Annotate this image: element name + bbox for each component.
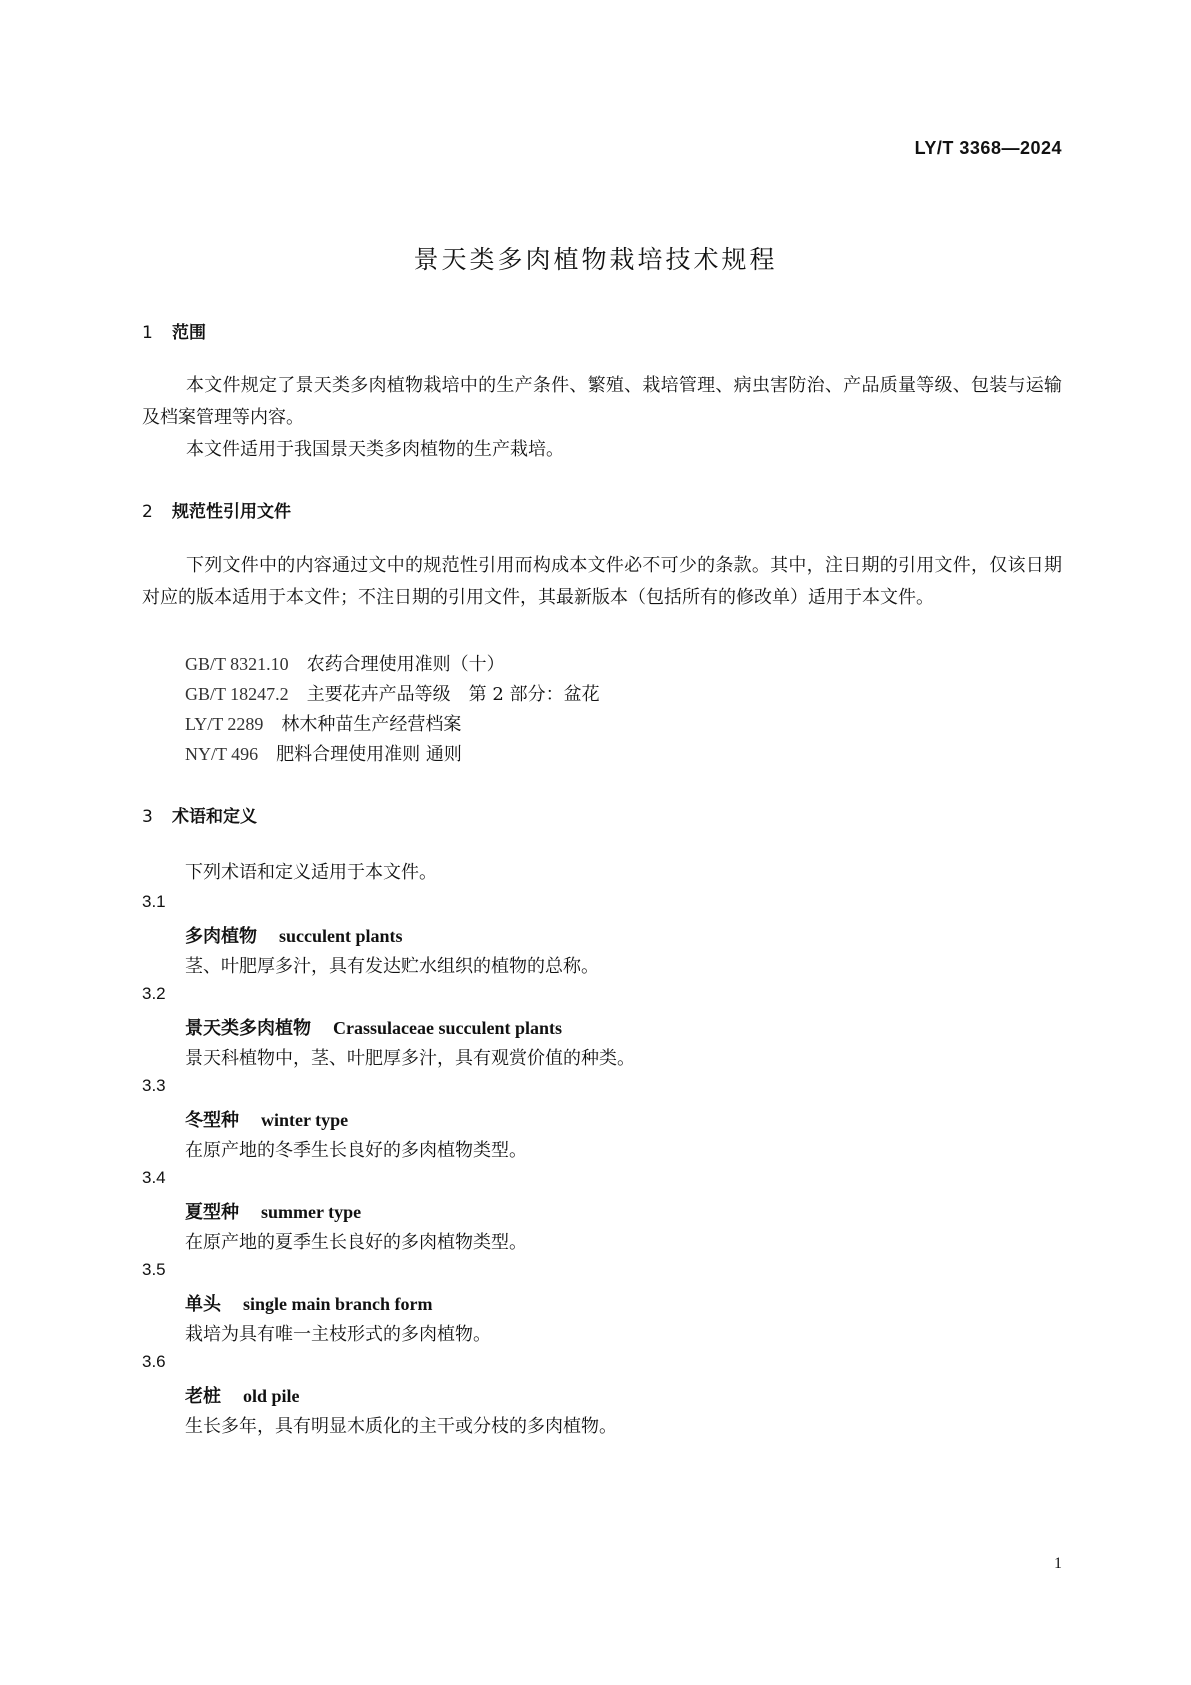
reference-code: NY/T 496 [185, 744, 259, 764]
term-chinese: 景天类多肉植物 [185, 1018, 311, 1039]
section-heading-references [142, 497, 291, 522]
term-definition: 栽培为具有唯一主枝形式的多肉植物。 [185, 1324, 491, 1345]
term-heading [185, 1382, 300, 1408]
section-title: 范围 [172, 323, 206, 343]
references-intro: 下列文件中的内容通过文中的规范性引用而构成本文件必不可少的条款。其中，注日期的引用文件，仅该日期对应的版本适用于本文件；不注日期的引用文件，其最新版本（包括所有的修改单）适用于本文件。 [142, 555, 1062, 608]
section-number: 3 [142, 807, 153, 827]
term-definition: 在原产地的冬季生长良好的多肉植物类型。 [185, 1140, 527, 1161]
section-title: 术语和定义 [172, 807, 257, 827]
term-english: Crassulaceae succulent plants [333, 1018, 562, 1038]
page-number: 1 [1054, 1555, 1062, 1572]
section-title: 规范性引用文件 [172, 502, 291, 522]
term-chinese: 多肉植物 [185, 926, 257, 947]
term-english: winter type [261, 1110, 349, 1130]
term-english: single main branch form [243, 1294, 433, 1314]
term-chinese: 老桩 [185, 1386, 221, 1407]
reference-name: 肥料合理使用准则 通则 [276, 744, 462, 765]
term-chinese: 夏型种 [185, 1202, 239, 1223]
term-definition: 生长多年，具有明显木质化的主干或分枝的多肉植物。 [185, 1416, 617, 1437]
term-definition: 茎、叶肥厚多汁，具有发达贮水组织的植物的总称。 [185, 956, 599, 977]
scope-paragraph-2: 本文件适用于我国景天类多肉植物的生产栽培。 [186, 439, 564, 460]
section-heading-terms [142, 802, 257, 827]
reference-name: 林木种苗生产经营档案 [281, 714, 462, 735]
term-definition: 在原产地的夏季生长良好的多肉植物类型。 [185, 1232, 527, 1253]
term-chinese: 单头 [185, 1294, 221, 1315]
reference-item [185, 740, 462, 766]
term-number: 3.1 [142, 892, 166, 911]
reference-item [185, 650, 505, 676]
term-english: succulent plants [279, 926, 403, 946]
document-title: 景天类多肉植物栽培技术规程 [413, 245, 778, 274]
term-heading [185, 1290, 433, 1316]
term-heading [185, 1014, 562, 1040]
term-number: 3.5 [142, 1260, 166, 1279]
reference-item [185, 710, 461, 736]
term-heading [185, 922, 403, 948]
term-number: 3.2 [142, 984, 166, 1003]
section-number: 1 [142, 323, 153, 343]
terms-intro: 下列术语和定义适用于本文件。 [185, 862, 437, 883]
term-definition: 景天科植物中，茎、叶肥厚多汁，具有观赏价值的种类。 [185, 1048, 635, 1069]
reference-name: 农药合理使用准则（十） [306, 654, 505, 675]
term-number: 3.3 [142, 1076, 166, 1095]
term-chinese: 冬型种 [185, 1110, 239, 1131]
term-number: 3.6 [142, 1352, 166, 1371]
reference-name: 主要花卉产品等级 第 2 部分：盆花 [306, 684, 600, 705]
term-heading [185, 1106, 348, 1132]
scope-paragraph-1: 本文件规定了景天类多肉植物栽培中的生产条件、繁殖、栽培管理、病虫害防治、产品质量等级、包装与运输及档案管理等内容。 [142, 375, 1062, 428]
term-english: summer type [261, 1202, 362, 1222]
term-number: 3.4 [142, 1168, 166, 1187]
term-heading [185, 1198, 361, 1224]
term-english: old pile [243, 1386, 300, 1406]
reference-code: GB/T 18247.2 [185, 684, 289, 704]
section-number: 2 [142, 502, 153, 522]
reference-code: GB/T 8321.10 [185, 654, 289, 674]
reference-code: LY/T 2289 [185, 714, 264, 734]
standard-code: LY/T 3368—2024 [914, 138, 1062, 158]
reference-item [185, 680, 600, 706]
section-heading-scope [142, 318, 206, 343]
